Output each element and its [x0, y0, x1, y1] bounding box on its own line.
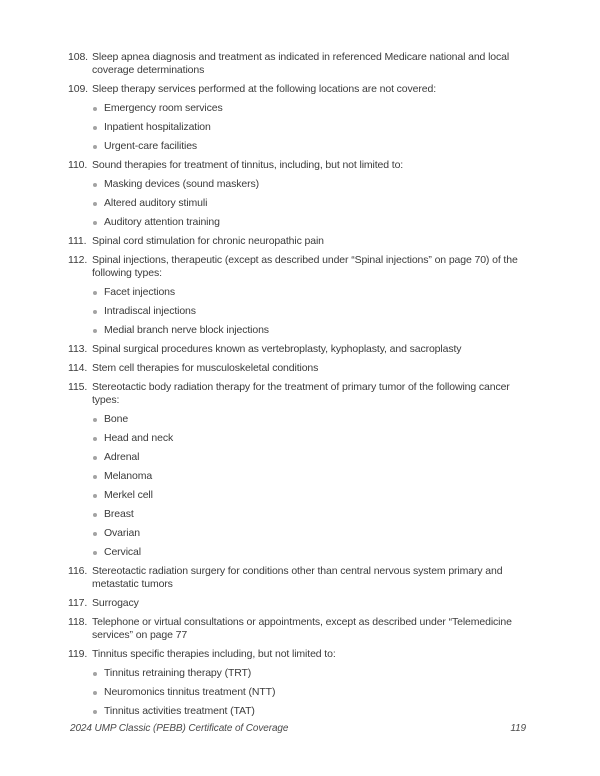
bullet-text: Facet injections [104, 286, 176, 298]
bullet-item [68, 686, 536, 699]
list-item [68, 616, 536, 642]
item-text: Telephone or virtual consultations or appointments, except as described under “Telemedicine services” on page 77 [92, 616, 512, 641]
list-item [68, 51, 536, 77]
item-number: 108. [68, 51, 88, 63]
list-item-main [68, 159, 536, 172]
bullet-text: Auditory attention training [104, 216, 220, 228]
bullet-circle-icon [93, 183, 97, 187]
bullet-text: Inpatient hospitalization [104, 121, 211, 133]
bullet-item [68, 178, 536, 191]
item-number: 114. [68, 362, 88, 374]
list-item [68, 362, 536, 375]
bullet-item [68, 140, 536, 153]
item-bullets [68, 667, 536, 718]
bullet-circle-icon [93, 291, 97, 295]
bullet-item [68, 508, 536, 521]
bullet-text: Melanoma [104, 470, 153, 482]
bullet-item [68, 667, 536, 680]
item-text: Spinal surgical procedures known as vertebroplasty, kyphoplasty, and sacroplasty [92, 343, 462, 355]
bullet-item [68, 705, 536, 718]
list-item [68, 343, 536, 356]
item-number: 115. [68, 381, 88, 393]
item-text: Spinal cord stimulation for chronic neuropathic pain [92, 235, 324, 247]
exclusions-list [68, 51, 536, 718]
list-item-main [68, 235, 536, 248]
item-text: Stereotactic body radiation therapy for the treatment of primary tumor of the following cancer types: [92, 381, 510, 406]
bullet-circle-icon [93, 418, 97, 422]
item-text: Sleep therapy services performed at the following locations are not covered: [92, 83, 436, 95]
bullet-circle-icon [93, 107, 97, 111]
bullet-item [68, 102, 536, 115]
bullet-circle-icon [93, 691, 97, 695]
bullet-circle-icon [93, 437, 97, 441]
item-number: 110. [68, 159, 88, 171]
item-bullets [68, 413, 536, 559]
bullet-circle-icon [93, 126, 97, 130]
list-item-main [68, 83, 536, 96]
list-item [68, 597, 536, 610]
item-text: Stem cell therapies for musculoskeletal conditions [92, 362, 319, 374]
list-item-main [68, 381, 536, 407]
footer-document-title: 2024 UMP Classic (PEBB) Certificate of Coverage [70, 723, 289, 734]
bullet-text: Tinnitus retraining therapy (TRT) [104, 667, 252, 679]
bullet-item [68, 216, 536, 229]
item-number: 111. [68, 235, 87, 247]
item-text: Sleep apnea diagnosis and treatment as indicated in referenced Medicare national and local coverage determinations [92, 51, 510, 76]
bullet-text: Bone [104, 413, 129, 425]
bullet-circle-icon [93, 710, 97, 714]
bullet-text: Emergency room services [104, 102, 223, 114]
list-item [68, 565, 536, 591]
item-text: Tinnitus specific therapies including, but not limited to: [92, 648, 336, 660]
bullet-circle-icon [93, 221, 97, 225]
bullet-circle-icon [93, 672, 97, 676]
bullet-text: Head and neck [104, 432, 174, 444]
item-number: 117. [68, 597, 88, 609]
item-text: Surrogacy [92, 597, 139, 609]
bullet-item [68, 470, 536, 483]
item-bullets [68, 178, 536, 229]
bullet-circle-icon [93, 145, 97, 149]
list-item-main [68, 597, 536, 610]
list-item [68, 235, 536, 248]
bullet-item [68, 432, 536, 445]
list-item-main [68, 648, 536, 661]
bullet-circle-icon [93, 202, 97, 206]
footer-page-number: 119 [510, 723, 526, 734]
bullet-text: Medial branch nerve block injections [104, 324, 269, 336]
bullet-text: Adrenal [104, 451, 140, 463]
bullet-text: Urgent-care facilities [104, 140, 198, 152]
bullet-item [68, 324, 536, 337]
bullet-text: Breast [104, 508, 134, 520]
item-number: 119. [68, 648, 88, 660]
bullet-item [68, 451, 536, 464]
item-bullets [68, 102, 536, 153]
bullet-text: Cervical [104, 546, 141, 558]
list-item-main [68, 616, 536, 642]
item-number: 116. [68, 565, 88, 577]
item-number: 112. [68, 254, 88, 266]
list-item [68, 648, 536, 718]
item-number: 109. [68, 83, 88, 95]
bullet-text: Masking devices (sound maskers) [104, 178, 260, 190]
bullet-text: Merkel cell [104, 489, 153, 501]
list-item-main [68, 565, 536, 591]
bullet-text: Ovarian [104, 527, 140, 539]
item-bullets [68, 286, 536, 337]
bullet-circle-icon [93, 456, 97, 460]
list-item [68, 159, 536, 229]
bullet-item [68, 489, 536, 502]
list-item-main [68, 254, 536, 280]
bullet-circle-icon [93, 475, 97, 479]
bullet-text: Intradiscal injections [104, 305, 196, 317]
bullet-circle-icon [93, 494, 97, 498]
bullet-circle-icon [93, 329, 97, 333]
list-item-main [68, 362, 536, 375]
list-item-main [68, 51, 536, 77]
bullet-item [68, 197, 536, 210]
bullet-text: Tinnitus activities treatment (TAT) [104, 705, 255, 717]
bullet-item [68, 121, 536, 134]
bullet-item [68, 305, 536, 318]
page-footer [70, 723, 526, 734]
item-number: 118. [68, 616, 88, 628]
list-item-main [68, 343, 536, 356]
item-text: Spinal injections, therapeutic (except as described under “Spinal injections” on page 70) of the following types: [92, 254, 518, 279]
bullet-item [68, 286, 536, 299]
bullet-text: Altered auditory stimuli [104, 197, 208, 209]
bullet-circle-icon [93, 551, 97, 555]
bullet-circle-icon [93, 513, 97, 517]
item-text: Stereotactic radiation surgery for conditions other than central nervous system primary and metastatic tumors [92, 565, 503, 590]
bullet-circle-icon [93, 310, 97, 314]
item-number: 113. [68, 343, 88, 355]
item-text: Sound therapies for treatment of tinnitus, including, but not limited to: [92, 159, 404, 171]
bullet-circle-icon [93, 532, 97, 536]
list-item [68, 254, 536, 337]
bullet-item [68, 527, 536, 540]
bullet-text: Neuromonics tinnitus treatment (NTT) [104, 686, 276, 698]
list-item [68, 83, 536, 153]
bullet-item [68, 546, 536, 559]
list-item [68, 381, 536, 559]
bullet-item [68, 413, 536, 426]
